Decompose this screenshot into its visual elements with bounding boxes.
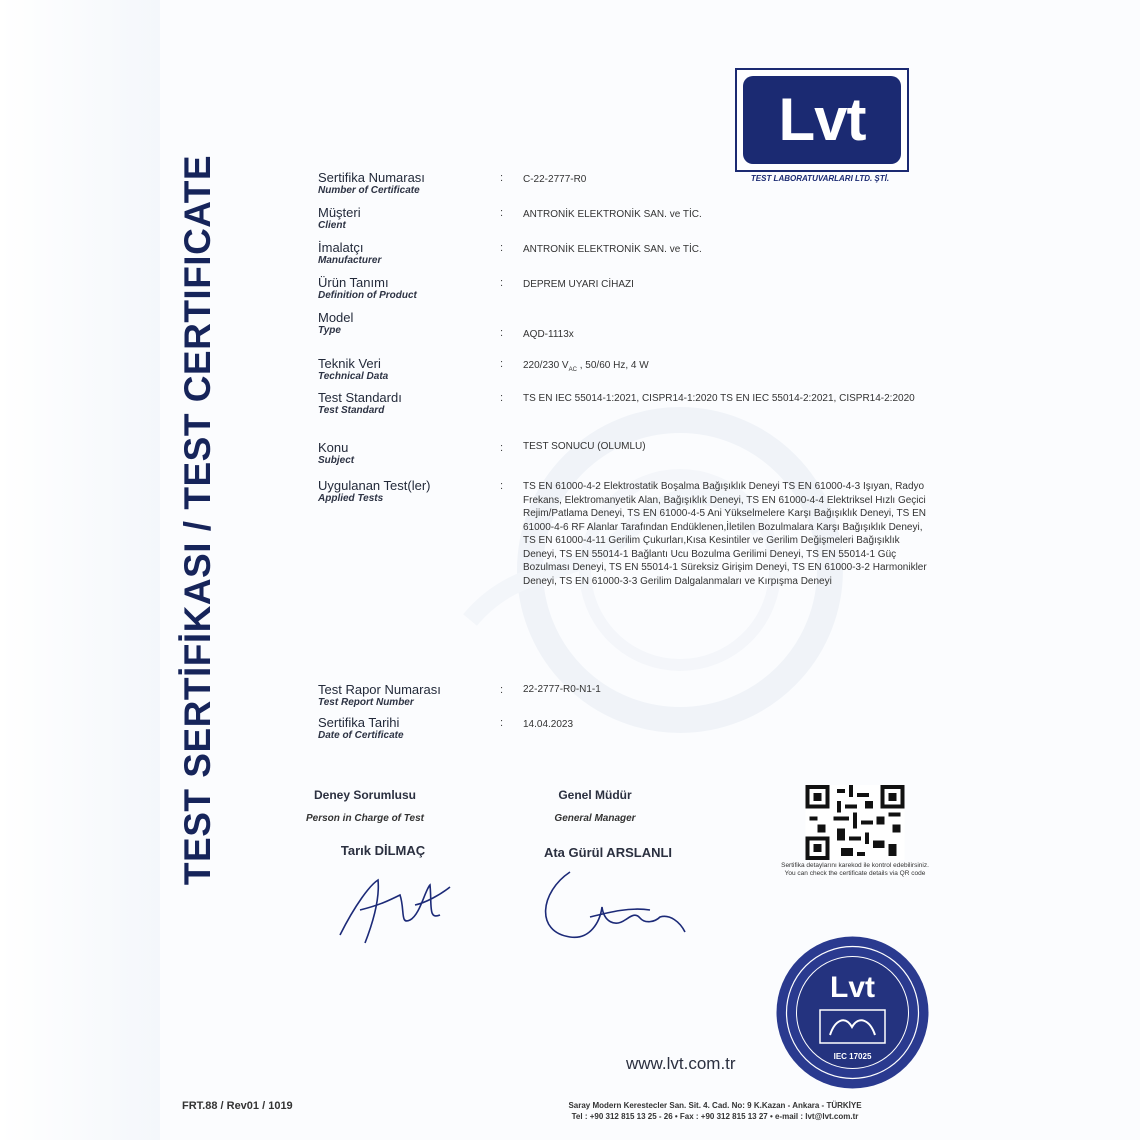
subject-label: Konu Subject [318, 440, 355, 466]
colon: : [500, 327, 504, 339]
colon: : [500, 207, 504, 219]
client-label: Müşteri Client [318, 205, 361, 231]
model-label: Model Type [318, 310, 354, 336]
certificate-date-value: 14.04.2023 [523, 719, 574, 730]
test-report-number-value: 22-2777-R0-N1-1 [523, 684, 601, 695]
right-signer-title: Genel Müdür [558, 788, 632, 802]
colon: : [500, 242, 504, 254]
colon: : [500, 358, 504, 370]
colon: : [500, 172, 504, 184]
subject-value: TEST SONUCU (OLUMLU) [523, 441, 646, 452]
footer-address: Saray Modern Kerestecler San. Sit. 4. Cad. No: 9 K.Kazan - Ankara - TÜRKİYE Tel : +90 312 815 13 25 - 26 • Fax : +90 312 815 13 27 • e-mail : lvt@lvt.com.tr [568, 1101, 862, 1121]
website-link[interactable]: www.lvt.com.tr [626, 1054, 736, 1073]
manufacturer-value: ANTRONİK ELEKTRONİK SAN. ve TİC. [523, 244, 702, 255]
left-signer-name: Tarık DİLMAÇ [340, 843, 426, 858]
test-standard-label: Test Standardı Test Standard [318, 390, 402, 416]
colon: : [500, 480, 504, 492]
client-value: ANTRONİK ELEKTRONİK SAN. ve TİC. [523, 209, 702, 220]
svg-text:Lvt: Lvt [830, 971, 875, 1004]
sidebar-band [0, 0, 160, 1140]
accreditation-seal [775, 935, 930, 1090]
right-signer-name: Ata Gürül ARSLANLI [543, 845, 673, 860]
colon: : [500, 277, 504, 289]
technical-data-value: 220/230 $V_{AC}$ , 50/60 Hz, 4 W [523, 360, 649, 373]
right-signature [530, 862, 695, 947]
manufacturer-label: İmalatçı Manufacturer [318, 240, 382, 266]
product-definition-label: Ürün Tanımı Definition of Product [318, 275, 417, 301]
technical-data-label: Teknik Veri Technical Data [318, 356, 389, 382]
qr-code [805, 785, 905, 860]
colon: : [500, 717, 504, 729]
left-signature [330, 865, 460, 950]
certificate-date-label: Sertifika Tarihi Date of Certificate [318, 715, 404, 741]
applied-tests-label: Uygulanan Test(ler) Applied Tests [318, 478, 431, 504]
right-signer-subtitle: General Manager [554, 813, 636, 824]
form-code: FRT.88 / Rev01 / 1019 [182, 1100, 293, 1112]
test-standard-value: TS EN IEC 55014-1:2021, CISPR14-1:2020 TS EN IEC 55014-2:2021, CISPR14-2:2020 [523, 393, 915, 404]
sidebar-title: TEST SERTİFİKASI / TEST CERTIFICATE [177, 154, 218, 886]
test-report-number-label: Test Rapor Numarası Test Report Number [318, 682, 441, 708]
colon: : [500, 392, 504, 404]
logo-text: Lvt [743, 76, 901, 164]
svg-text:IEC 17025: IEC 17025 [833, 1052, 872, 1061]
certificate-number-value: C-22-2777-R0 [523, 174, 587, 185]
model-value: AQD-1113x [523, 329, 574, 340]
left-signer-title: Deney Sorumlusu [313, 788, 417, 802]
colon: : [500, 684, 504, 696]
logo-caption: TEST LABORATUVARLARI LTD. ŞTİ. [750, 174, 890, 183]
applied-tests-value: TS EN 61000-4-2 Elektrostatik Boşalma Bağışıklık Deneyi TS EN 61000-4-3 Işıyan, Radyo Frekans, Elektromanyetik Alan, Bağışıklık Deneyi, TS EN 61000-4-4 Elektriksel Hızlı Geçici Rejim/Patlama Deneyi, TS EN 61000-4-5 Ani Yükselmelere Karşı Bağışıklık Deneyi, TS EN 61000-4-6 RF Alanlar Tarafından Endüklenen,İletilen Bozulmalara Karşı Bağışıklık Deneyi, TS EN 61000-4-11 Gerilim Çukurları,Kısa Kesintiler ve Gerilim Değişmeleri Bağışıklık Deneyi, TS EN 55014-1 Bağlantı Ucu Bozulma Gerilimi Deneyi, TS EN 55014-1 Güç Bozulması Deneyi, TS EN 55014-1 Süreksiz Girişim Deneyi, TS EN 61000-3-2 Harmonikler Deneyi, TS EN 61000-3-3 Gerilim Dalgalanmaları ve Kırpışma Deneyi [523, 481, 927, 587]
colon: : [500, 442, 504, 454]
left-signer-subtitle: Person in Charge of Test [306, 813, 424, 824]
qr-caption: Sertifika detaylarını karekod ile kontrol edebilirsiniz. You can check the certificate details via QR code [781, 862, 929, 877]
lvt-logo [735, 68, 909, 172]
certificate-number-label: Sertifika Numarası Number of Certificate [318, 170, 425, 196]
product-definition-value: DEPREM UYARI CİHAZI [523, 279, 634, 290]
